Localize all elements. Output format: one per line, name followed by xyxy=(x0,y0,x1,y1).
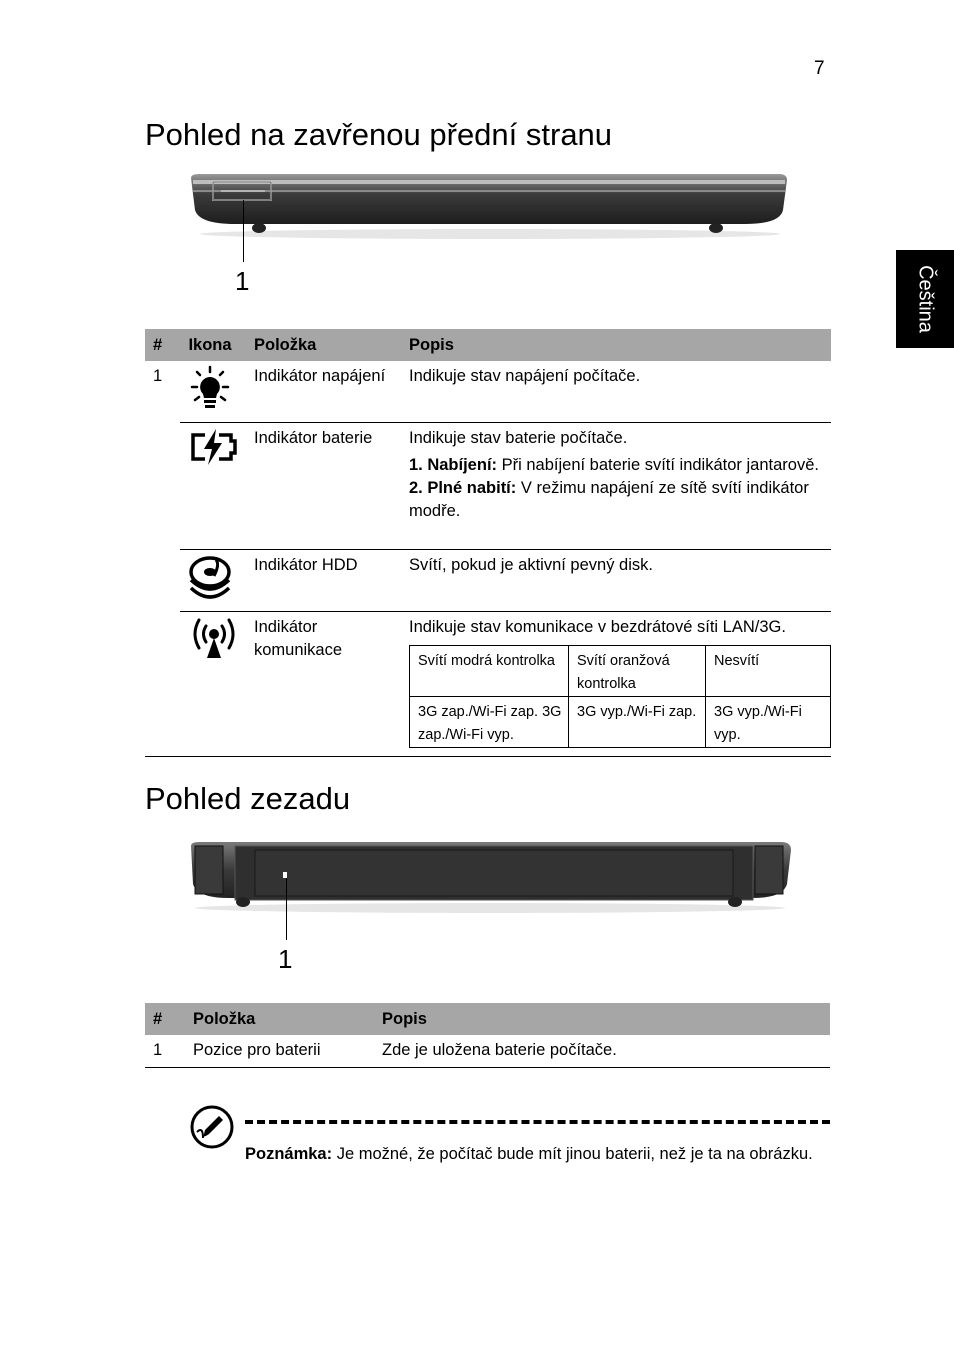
table-row xyxy=(145,422,831,549)
sub-cell: Svítí oranžová kontrolka xyxy=(569,645,706,696)
row-item: Indikátor komunikace xyxy=(253,617,343,659)
callout-number: 1 xyxy=(278,944,293,974)
row-item: Indikátor napájení xyxy=(246,361,401,422)
sub-cell: Svítí modrá kontrolka xyxy=(410,645,569,696)
laptop-front-illustration xyxy=(185,170,795,240)
row-num: 1 xyxy=(153,1041,163,1059)
sub-table-row xyxy=(410,645,831,696)
header-num: # xyxy=(145,1003,185,1035)
sub-cell: 3G vyp./Wi-Fi zap. xyxy=(569,696,706,747)
page-number: 7 xyxy=(814,58,825,79)
row-desc: Svítí, pokud je aktivní pevný disk. xyxy=(401,549,831,611)
row-item: Indikátor HDD xyxy=(246,549,401,611)
battery-charge-icon xyxy=(188,427,238,467)
full-charge-note: 2. Plné nabití: V režimu napájení ze sítě svítí indikátor modře. xyxy=(409,478,809,520)
row-item: Pozice pro baterii xyxy=(193,1041,321,1059)
header-item: Položka xyxy=(185,1003,374,1035)
wireless-status-table xyxy=(409,645,831,748)
row-desc: Zde je uložena baterie počítače. xyxy=(382,1041,617,1059)
sub-table-row xyxy=(410,696,831,747)
callout-number: 1 xyxy=(235,266,250,296)
sub-cell: 3G zap./Wi-Fi zap. 3G zap./Wi-Fi vyp. xyxy=(410,696,569,747)
table-header-row xyxy=(145,1003,830,1035)
header-desc: Popis xyxy=(401,329,831,361)
note-icon xyxy=(189,1104,235,1150)
header-icon: Ikona xyxy=(180,329,246,361)
charging-note: 1. Nabíjení: Při nabíjení baterie svítí indikátor jantarově. xyxy=(409,455,819,474)
sub-cell: Nesvítí xyxy=(706,645,831,696)
table-row xyxy=(145,1035,830,1067)
section-title-front: Pohled na zavřenou přední stranu xyxy=(145,117,613,152)
rear-spec-table xyxy=(145,1003,830,1068)
language-tab xyxy=(896,250,954,348)
note-divider xyxy=(245,1120,830,1124)
sub-cell: 3G vyp./Wi-Fi vyp. xyxy=(706,696,831,747)
header-item: Položka xyxy=(246,329,401,361)
row-desc: Indikuje stav napájení počítače. xyxy=(401,361,831,422)
row-num xyxy=(145,422,180,549)
header-desc: Popis xyxy=(374,1003,830,1035)
row-num xyxy=(145,549,180,611)
row-item: Indikátor baterie xyxy=(246,422,401,549)
callout-line xyxy=(286,878,287,940)
table-header-row xyxy=(145,329,831,361)
row-num xyxy=(145,611,180,756)
callout-line xyxy=(243,200,244,262)
table-row xyxy=(145,611,831,756)
header-num: # xyxy=(145,329,180,361)
wireless-icon xyxy=(188,616,240,660)
table-row xyxy=(145,549,831,611)
row-desc: Indikuje stav baterie počítače. xyxy=(409,428,628,447)
front-spec-table xyxy=(145,329,831,757)
language-tab-label: Čeština xyxy=(914,265,937,333)
table-row xyxy=(145,361,831,422)
laptop-rear-illustration xyxy=(185,838,801,914)
note-text: Poznámka: Je možné, že počítač bude mít jinou baterii, než je ta na obrázku. xyxy=(245,1145,813,1163)
power-bulb-icon xyxy=(188,365,232,411)
hdd-icon xyxy=(188,554,236,604)
row-desc: Indikuje stav komunikace v bezdrátové síti LAN/3G. xyxy=(409,617,786,636)
row-num: 1 xyxy=(153,367,163,385)
section-title-rear: Pohled zezadu xyxy=(145,781,351,816)
